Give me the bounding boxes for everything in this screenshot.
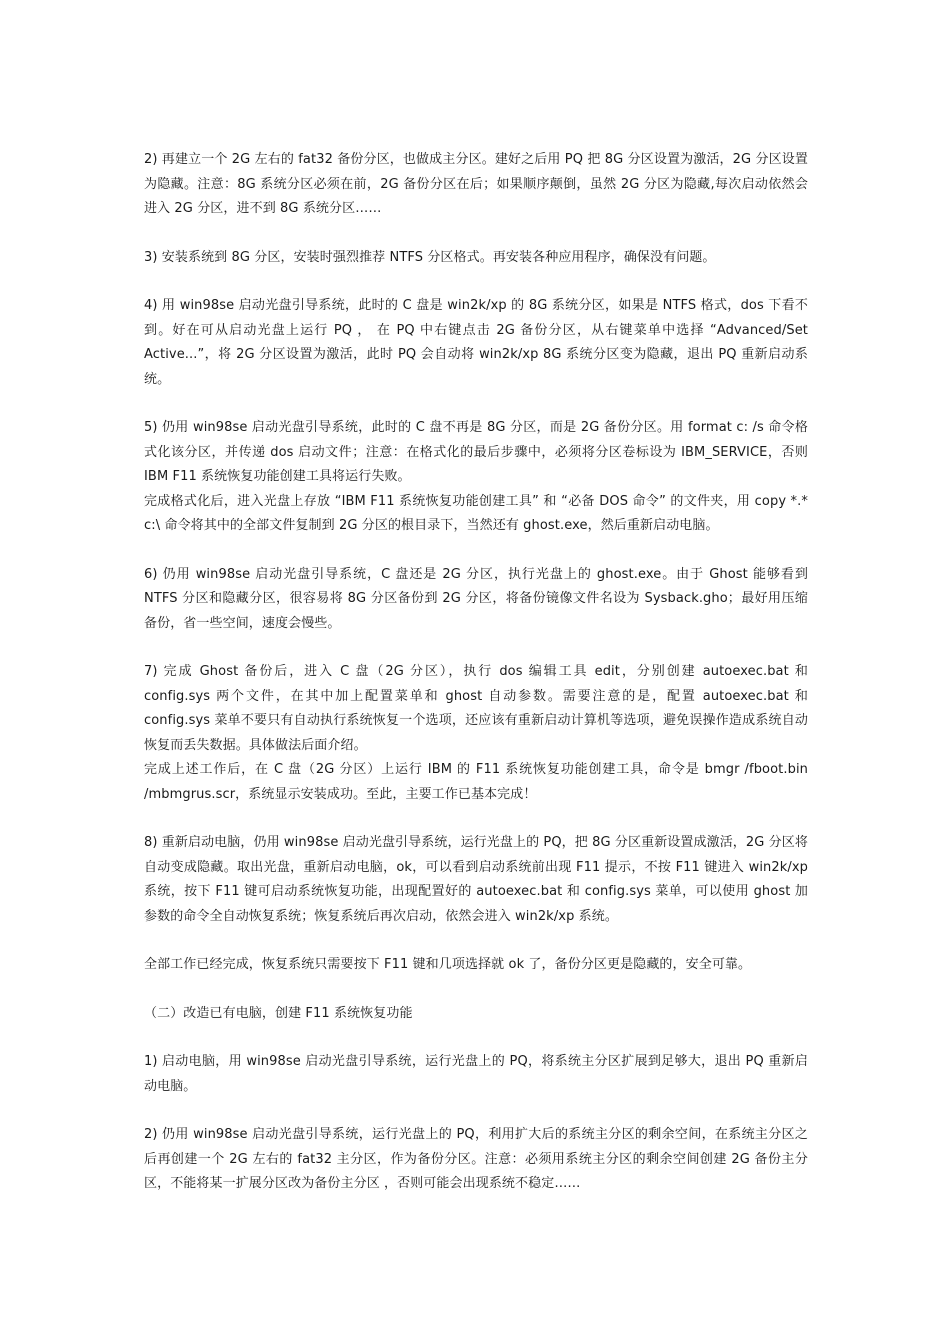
document-body [144, 148, 808, 1221]
section-heading-existing-pc: （二）改造已有电脑，创建 F11 系统恢复功能 [144, 1005, 413, 1021]
paragraph-summary: 全部工作已经完成，恢复系统只需要按下 F11 键和几项选择就 ok 了，备份分区更是隐藏的，安全可靠。 [144, 957, 752, 972]
paragraph-step-7-run-bmgr: 完成上述工作后，在 C 盘（2G 分区）上运行 IBM 的 F11 系统恢复功能创建工具，命令是 bmgr /fboot.bin /mbmgrus.scr，系统显示安装成功。至此，主要工作已基本完成！ [144, 762, 808, 802]
paragraph-step-5-copy-files: 完成格式化后，进入光盘上存放 “IBM F11 系统恢复功能创建工具” 和 “必备 DOS 命令” 的文件夹，用 copy *.* c:\ 命令将其中的全部文件复制到 2G 分区的根目录下，当然还有 ghost.exe，然后重新启动电脑。 [144, 493, 808, 533]
paragraph-step-3-install-system: 3) 安装系统到 8G 分区，安装时强烈推荐 NTFS 分区格式。再安装各种应用程序，确保没有问题。 [144, 249, 716, 265]
paragraph-step-8-reboot: 8) 重新启动电脑，仍用 win98se 启动光盘引导系统，运行光盘上的 PQ，把 8G 分区重新设置成激活，2G 分区将自动变成隐藏。取出光盘，重新启动电脑，ok，可以看到启动系统前出现 F11 提示，不按 F11 键进入 win2k/xp 系统，按下 F11 键可启动系统恢复功能，出现配置好的 autoexec.bat 和 config.sys 菜单，可以使用 ghost 加参数的命令全自动恢复系统；恢复系统后再次启动，依然会进入 win2k/xp 系统。 [144, 835, 808, 924]
paragraph-step-5-format: 5) 仍用 win98se 启动光盘引导系统，此时的 C 盘不再是 8G 分区，而是 2G 备份分区。用 format c: /s 命令格式化该分区，并传递 dos 启动文件；注意：在格式化的最后步骤中，必须将分区卷标设为 IBM_SERVICE，否则 IBM F11 系统恢复功能创建工具将运行失败。 [144, 420, 808, 484]
paragraph-step-4-set-active: 4) 用 win98se 启动光盘引导系统，此时的 C 盘是 win2k/xp 的 8G 系统分区，如果是 NTFS 格式，dos 下看不到。好在可从启动光盘上运行 PQ ， 在 PQ 中右键点击 2G 备份分区，从右键菜单中选择 “Advanced/Set Active...”，将 2G 分区设置为激活，此时 PQ 会自动将 win2k/xp 8G 系统分区变为隐藏，退出 PQ 重新启动系统。 [144, 298, 808, 387]
paragraph-step-6-ghost-backup: 6) 仍用 win98se 启动光盘引导系统，C 盘还是 2G 分区，执行光盘上的 ghost.exe。由于 Ghost 能够看到 NTFS 分区和隐藏分区，很容易将 8G 分区备份到 2G 分区，将备份镜像文件名设为 Sysback.gho；最好用压缩备份，省一些空间，速度会慢些。 [144, 566, 808, 631]
paragraph-existing-step-2: 2) 仍用 win98se 启动光盘引导系统，运行光盘上的 PQ，利用扩大后的系统主分区的剩余空间，在系统主分区之后再创建一个 2G 左右的 fat32 主分区，作为备份分区。注意：必须用系统主分区的剩余空间创建 2G 备份主分区，不能将某一扩展分区改为备份主分区 ，否则可能会出现系统不稳定…… [144, 1127, 808, 1191]
paragraph-step-2-backup-partition: 2) 再建立一个 2G 左右的 fat32 备份分区，也做成主分区。建好之后用 PQ 把 8G 分区设置为激活，2G 分区设置为隐藏。注意：8G 系统分区必须在前，2G 备份分区在后；如果顺序颠倒，虽然 2G 分区为隐藏,每次启动依然会进入 2G 分区，进不到 8G 系统分区…… [144, 152, 808, 216]
paragraph-existing-step-1: 1) 启动电脑，用 win98se 启动光盘引导系统，运行光盘上的 PQ，将系统主分区扩展到足够大，退出 PQ 重新启动电脑。 [144, 1054, 808, 1094]
paragraph-step-7-config-menu: 7) 完成 Ghost 备份后，进入 C 盘（2G 分区），执行 dos 编辑工具 edit，分别创建 autoexec.bat 和 config.sys 两个文件，在其中加上配置菜单和 ghost 自动参数。需要注意的是，配置 autoexec.bat 和 config.sys 菜单不要只有自动执行系统恢复一个选项，还应该有重新启动计算机等选项，避免误操作造成系统自动恢复而丢失数据。具体做法后面介绍。 [144, 664, 808, 753]
